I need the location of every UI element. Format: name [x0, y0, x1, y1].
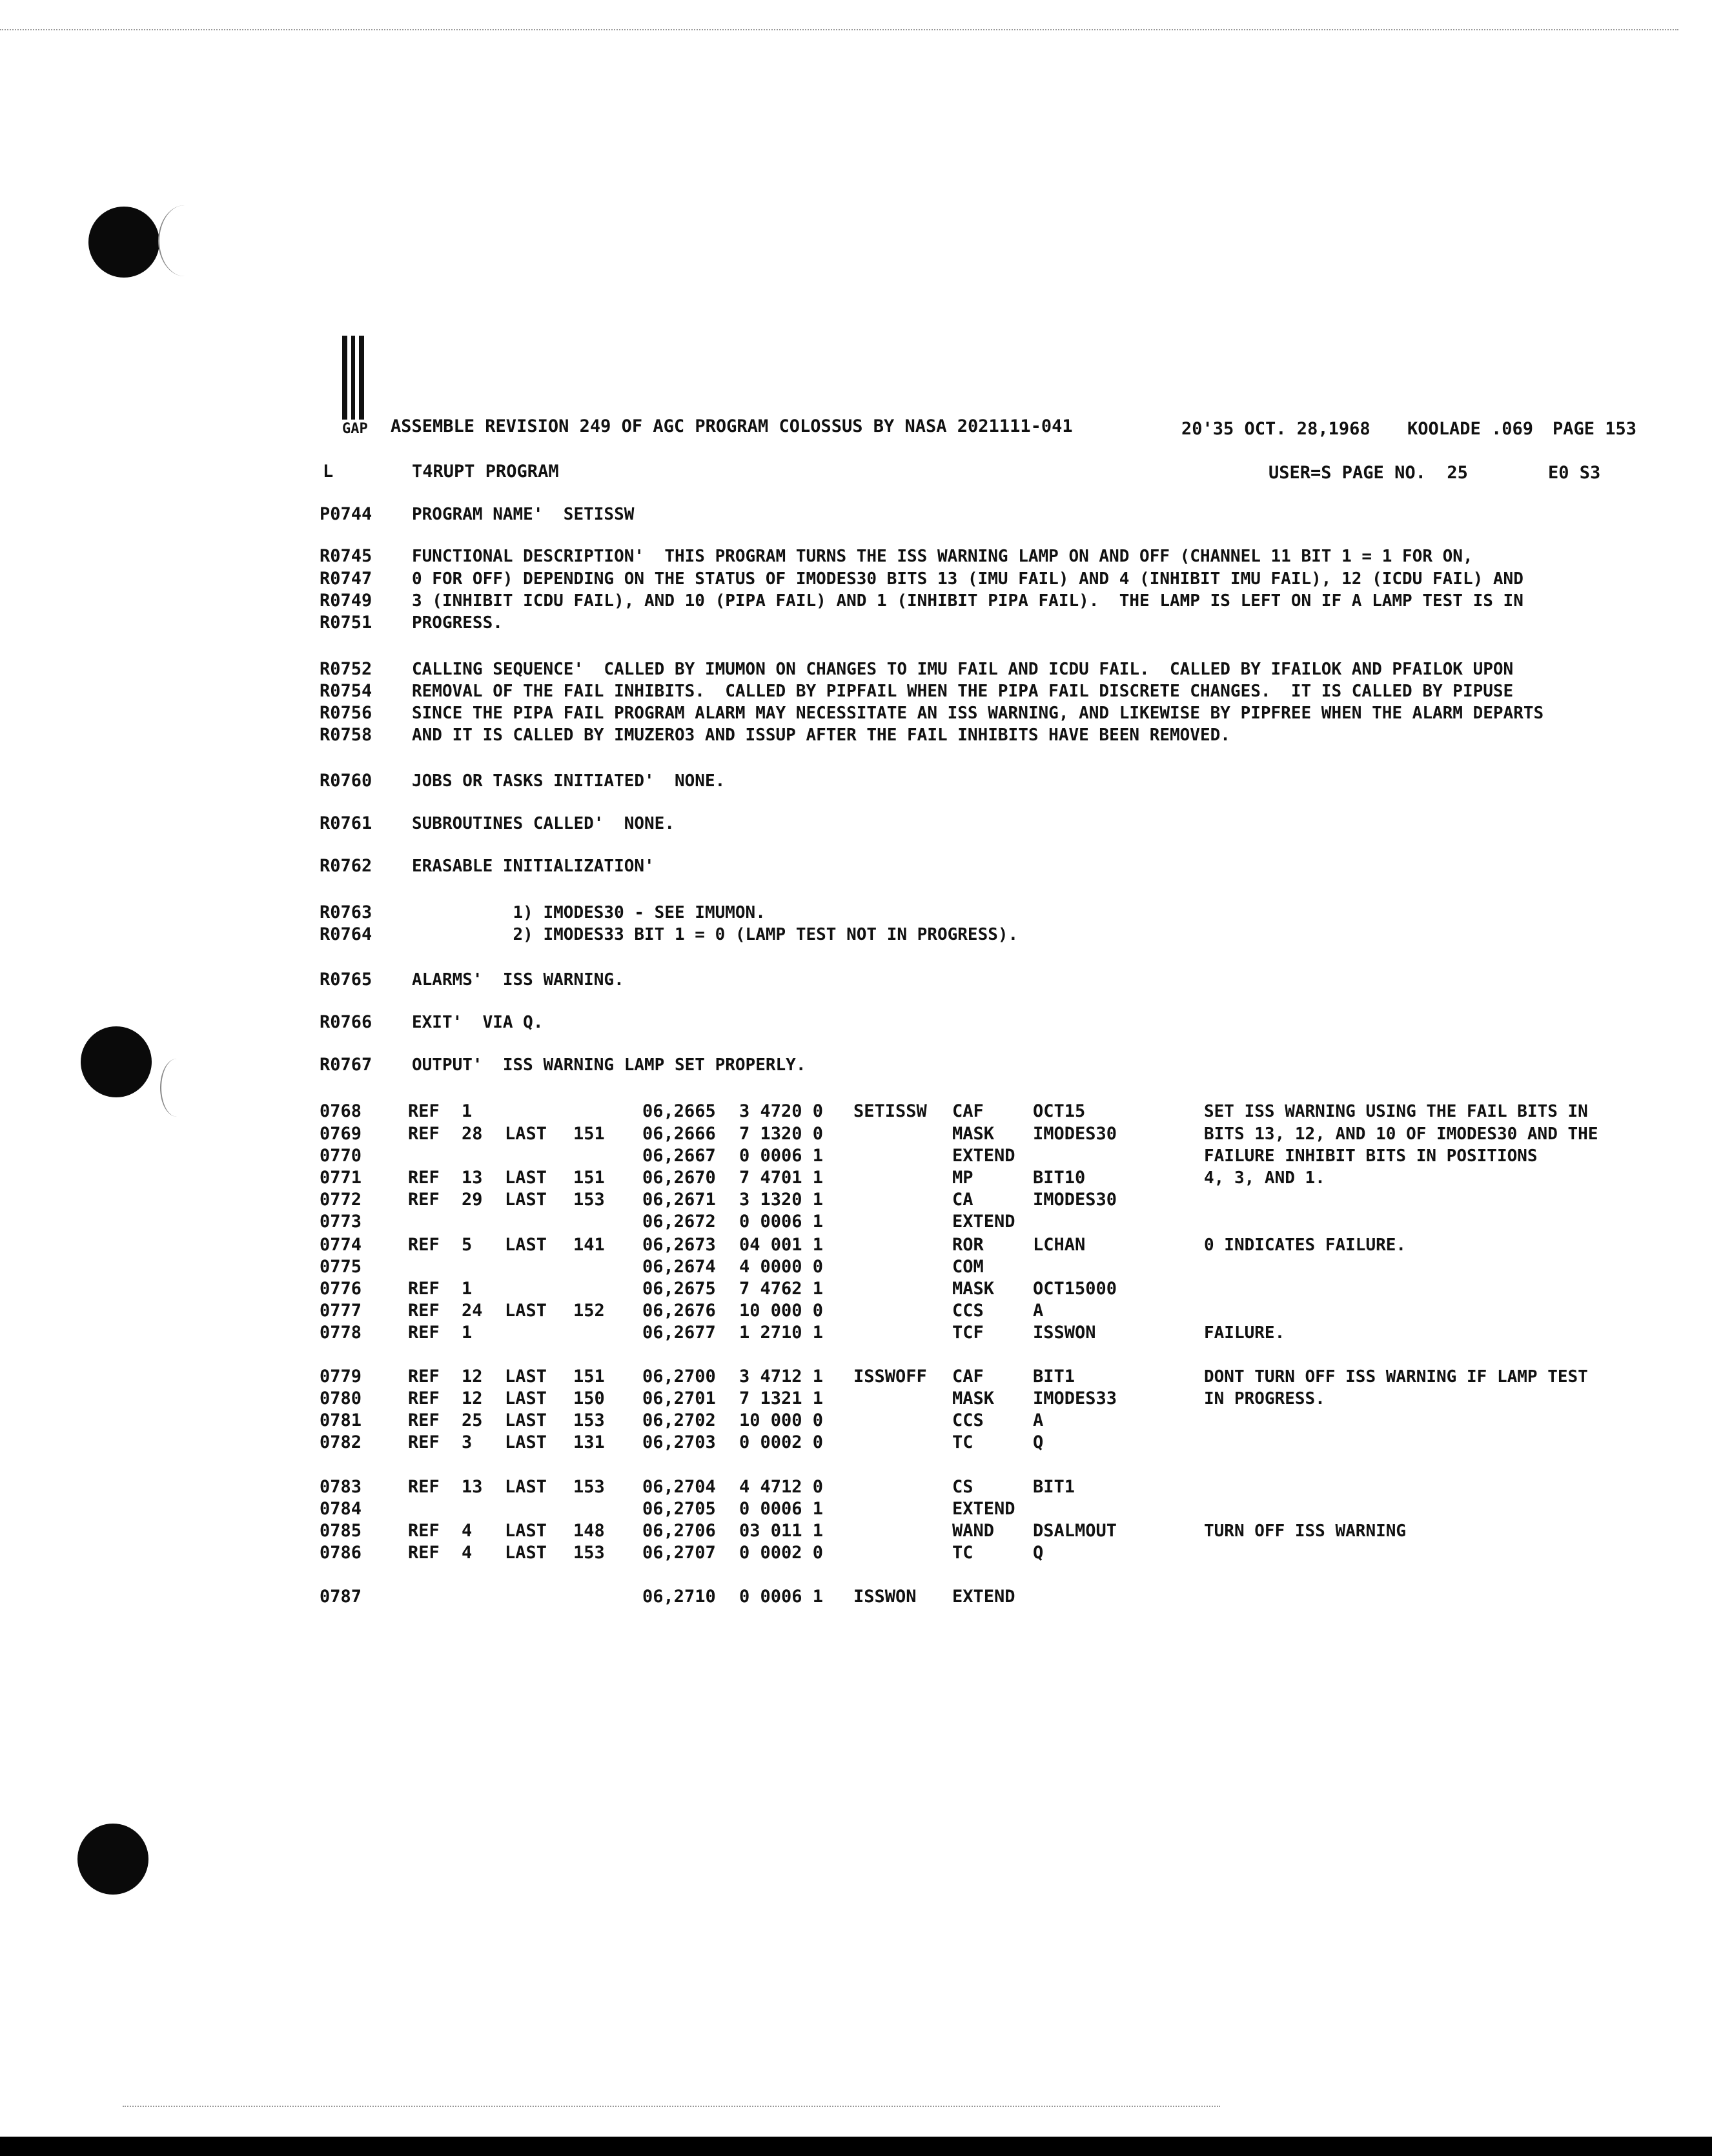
barcode-mark — [342, 336, 368, 420]
comment: 4, 3, AND 1. — [1204, 1168, 1325, 1188]
comment: FAILURE INHIBIT BITS IN POSITIONS — [1204, 1146, 1538, 1166]
line-number: 0771 — [320, 1168, 362, 1188]
line-number: 0785 — [320, 1521, 362, 1541]
subheader-l: L — [323, 462, 334, 482]
opcode: EXTEND — [952, 1499, 1015, 1519]
line-number: 0770 — [320, 1146, 362, 1166]
ref-label: REF — [408, 1235, 440, 1255]
punch-hole-ring-middle — [160, 1059, 194, 1117]
opcode: TCF — [952, 1323, 984, 1343]
ref-count: 5 — [462, 1235, 473, 1255]
octal-word: 3 4720 0 — [739, 1101, 824, 1121]
record-id: R0749 — [320, 591, 372, 611]
record-id: R0765 — [320, 970, 372, 990]
octal-word: 10 000 0 — [739, 1301, 824, 1321]
opcode: EXTEND — [952, 1212, 1015, 1232]
address: 06,2671 — [642, 1190, 716, 1210]
octal-word: 7 4701 1 — [739, 1168, 824, 1188]
line-number: 0775 — [320, 1257, 362, 1277]
octal-word: 10 000 0 — [739, 1410, 824, 1430]
ref-label: REF — [408, 1168, 440, 1188]
ref-count: 28 — [462, 1124, 483, 1144]
operand: DSALMOUT — [1033, 1521, 1117, 1541]
ref-count: 13 — [462, 1477, 483, 1497]
ref-label: REF — [408, 1543, 440, 1563]
opcode: CAF — [952, 1367, 984, 1387]
comment: IN PROGRESS. — [1204, 1389, 1325, 1409]
address: 06,2666 — [642, 1124, 716, 1144]
octal-word: 7 4762 1 — [739, 1279, 824, 1299]
opcode: CAF — [952, 1101, 984, 1121]
ref-count: 13 — [462, 1168, 483, 1188]
last-page: 153 — [573, 1477, 605, 1497]
address: 06,2706 — [642, 1521, 716, 1541]
scan-artifact-top — [0, 29, 1678, 30]
last-page: 153 — [573, 1543, 605, 1563]
punch-hole-ring-top — [158, 205, 211, 276]
line-number: 0782 — [320, 1432, 362, 1452]
address: 06,2675 — [642, 1279, 716, 1299]
line-number: 0786 — [320, 1543, 362, 1563]
octal-word: 0 0006 1 — [739, 1587, 824, 1607]
comment: FAILURE. — [1204, 1323, 1285, 1343]
ref-count: 1 — [462, 1101, 473, 1121]
line-number: 0779 — [320, 1367, 362, 1387]
comment: SET ISS WARNING USING THE FAIL BITS IN — [1204, 1102, 1588, 1121]
ref-count: 4 — [462, 1543, 473, 1563]
code-label: SETISSW — [853, 1101, 927, 1121]
description-text: AND IT IS CALLED BY IMUZERO3 AND ISSUP AFTER THE FAIL INHIBITS HAVE BEEN REMOVED. — [412, 726, 1230, 745]
last-page: 151 — [573, 1124, 605, 1144]
address: 06,2677 — [642, 1323, 716, 1343]
operand: IMODES30 — [1033, 1124, 1117, 1144]
record-id: R0760 — [320, 771, 372, 791]
octal-word: 04 001 1 — [739, 1235, 824, 1255]
ref-count: 4 — [462, 1521, 473, 1541]
octal-word: 03 011 1 — [739, 1521, 824, 1541]
opcode: TC — [952, 1432, 973, 1452]
opcode: ROR — [952, 1235, 984, 1255]
record-id: R0762 — [320, 856, 372, 876]
description-text: PROGRAM NAME' SETISSW — [412, 505, 635, 524]
address: 06,2665 — [642, 1101, 716, 1121]
record-id: R0747 — [320, 569, 372, 589]
ref-label: REF — [408, 1367, 440, 1387]
gap-label: GAP — [342, 421, 368, 437]
octal-word: 3 4712 1 — [739, 1367, 824, 1387]
last-page: 151 — [573, 1367, 605, 1387]
ref-count: 29 — [462, 1190, 483, 1210]
ref-label: REF — [408, 1477, 440, 1497]
ref-count: 1 — [462, 1323, 473, 1343]
ref-label: REF — [408, 1101, 440, 1121]
last-label: LAST — [505, 1521, 547, 1541]
line-number: 0769 — [320, 1124, 362, 1144]
opcode: CCS — [952, 1410, 984, 1430]
address: 06,2700 — [642, 1367, 716, 1387]
line-number: 0776 — [320, 1279, 362, 1299]
octal-word: 4 4712 0 — [739, 1477, 824, 1497]
opcode: COM — [952, 1257, 984, 1277]
ref-count: 25 — [462, 1410, 483, 1430]
last-page: 153 — [573, 1410, 605, 1430]
description-text: PROGRESS. — [412, 613, 503, 633]
operand: IMODES30 — [1033, 1190, 1117, 1210]
address: 06,2701 — [642, 1388, 716, 1409]
octal-word: 0 0002 0 — [739, 1543, 824, 1563]
octal-word: 7 1321 1 — [739, 1388, 824, 1409]
ref-count: 12 — [462, 1388, 483, 1409]
description-text: 2) IMODES33 BIT 1 = 0 (LAMP TEST NOT IN PROGRESS). — [412, 925, 1019, 944]
ref-count: 24 — [462, 1301, 483, 1321]
line-number: 0768 — [320, 1101, 362, 1121]
record-id: R0761 — [320, 813, 372, 833]
last-label: LAST — [505, 1190, 547, 1210]
punch-hole-bottom — [77, 1824, 148, 1895]
punch-hole-middle — [81, 1026, 152, 1097]
last-label: LAST — [505, 1301, 547, 1321]
last-page: 150 — [573, 1388, 605, 1409]
opcode: WAND — [952, 1521, 995, 1541]
ref-label: REF — [408, 1521, 440, 1541]
description-text: 3 (INHIBIT ICDU FAIL), AND 10 (PIPA FAIL) AND 1 (INHIBIT PIPA FAIL). THE LAMP IS LEFT ON IF A LAMP TEST IS IN — [412, 591, 1523, 611]
ref-count: 12 — [462, 1367, 483, 1387]
last-label: LAST — [505, 1168, 547, 1188]
ref-label: REF — [408, 1432, 440, 1452]
subheader-users-page: USER=S PAGE NO. 25 — [1269, 463, 1468, 483]
ref-label: REF — [408, 1279, 440, 1299]
ref-label: REF — [408, 1190, 440, 1210]
opcode: MASK — [952, 1388, 995, 1409]
operand: OCT15 — [1033, 1101, 1086, 1121]
description-text: JOBS OR TASKS INITIATED' NONE. — [412, 771, 726, 791]
opcode: EXTEND — [952, 1146, 1015, 1166]
last-page: 141 — [573, 1235, 605, 1255]
operand: BIT10 — [1033, 1168, 1086, 1188]
ref-count: 3 — [462, 1432, 473, 1452]
line-number: 0781 — [320, 1410, 362, 1430]
comment: DONT TURN OFF ISS WARNING IF LAMP TEST — [1204, 1367, 1588, 1387]
record-id: R0767 — [320, 1055, 372, 1075]
ref-count: 1 — [462, 1279, 473, 1299]
ref-label: REF — [408, 1388, 440, 1409]
line-number: 0774 — [320, 1235, 362, 1255]
operand: Q — [1033, 1543, 1044, 1563]
octal-word: 0 0002 0 — [739, 1432, 824, 1452]
octal-word: 0 0006 1 — [739, 1212, 824, 1232]
address: 06,2704 — [642, 1477, 716, 1497]
opcode: MASK — [952, 1279, 995, 1299]
last-page: 131 — [573, 1432, 605, 1452]
header-koolade: KOOLADE .069 — [1407, 419, 1534, 439]
description-text: FUNCTIONAL DESCRIPTION' THIS PROGRAM TURNS THE ISS WARNING LAMP ON AND OFF (CHANNEL 11 BIT 1 = 1 FOR ON, — [412, 547, 1473, 566]
line-number: 0773 — [320, 1212, 362, 1232]
last-label: LAST — [505, 1543, 547, 1563]
line-number: 0777 — [320, 1301, 362, 1321]
octal-word: 4 0000 0 — [739, 1257, 824, 1277]
record-id: R0754 — [320, 681, 372, 701]
opcode: CS — [952, 1477, 973, 1497]
description-text: CALLING SEQUENCE' CALLED BY IMUMON ON CHANGES TO IMU FAIL AND ICDU FAIL. CALLED BY IFAILOK AND PFAILOK UPON — [412, 660, 1514, 679]
last-label: LAST — [505, 1235, 547, 1255]
subheader-code: E0 S3 — [1548, 463, 1601, 483]
description-text: EXIT' VIA Q. — [412, 1013, 544, 1032]
operand: BIT1 — [1033, 1367, 1075, 1387]
address: 06,2670 — [642, 1168, 716, 1188]
last-label: LAST — [505, 1388, 547, 1409]
address: 06,2710 — [642, 1587, 716, 1607]
operand: LCHAN — [1033, 1235, 1086, 1255]
address: 06,2673 — [642, 1235, 716, 1255]
opcode: MASK — [952, 1124, 995, 1144]
octal-word: 0 0006 1 — [739, 1146, 824, 1166]
last-page: 148 — [573, 1521, 605, 1541]
line-number: 0784 — [320, 1499, 362, 1519]
record-id: R0763 — [320, 902, 372, 922]
address: 06,2672 — [642, 1212, 716, 1232]
code-label: ISSWOFF — [853, 1367, 927, 1387]
last-label: LAST — [505, 1124, 547, 1144]
record-id: P0744 — [320, 504, 372, 524]
operand: Q — [1033, 1432, 1044, 1452]
octal-word: 7 1320 0 — [739, 1124, 824, 1144]
comment: BITS 13, 12, AND 10 OF IMODES30 AND THE — [1204, 1124, 1598, 1144]
description-text: 0 FOR OFF) DEPENDING ON THE STATUS OF IMODES30 BITS 13 (IMU FAIL) AND 4 (INHIBIT IMU FAIL), 12 (ICDU FAIL) AND — [412, 569, 1523, 589]
line-number: 0778 — [320, 1323, 362, 1343]
ref-label: REF — [408, 1323, 440, 1343]
last-label: LAST — [505, 1477, 547, 1497]
octal-word: 1 2710 1 — [739, 1323, 824, 1343]
record-id: R0752 — [320, 659, 372, 679]
last-label: LAST — [505, 1410, 547, 1430]
operand: A — [1033, 1410, 1044, 1430]
record-id: R0766 — [320, 1012, 372, 1032]
record-id: R0756 — [320, 703, 372, 723]
opcode: EXTEND — [952, 1587, 1015, 1607]
address: 06,2705 — [642, 1499, 716, 1519]
address: 06,2707 — [642, 1543, 716, 1563]
line-number: 0780 — [320, 1388, 362, 1409]
header-line: ASSEMBLE REVISION 249 OF AGC PROGRAM COLOSSUS BY NASA 2021111-041 — [391, 416, 1073, 436]
header-page-number: PAGE 153 — [1553, 419, 1637, 439]
operand: A — [1033, 1301, 1044, 1321]
header-timestamp: 20'35 OCT. 28,1968 — [1181, 419, 1371, 439]
scan-artifact-bottom — [123, 2106, 1220, 2107]
last-label: LAST — [505, 1432, 547, 1452]
record-id: R0745 — [320, 546, 372, 566]
address: 06,2667 — [642, 1146, 716, 1166]
description-text: ERASABLE INITIALIZATION' — [412, 857, 655, 876]
line-number: 0783 — [320, 1477, 362, 1497]
octal-word: 0 0006 1 — [739, 1499, 824, 1519]
code-label: ISSWON — [853, 1587, 917, 1607]
punch-hole-top — [88, 207, 159, 278]
subheader-program: T4RUPT PROGRAM — [412, 462, 559, 482]
last-page: 151 — [573, 1168, 605, 1188]
operand: IMODES33 — [1033, 1388, 1117, 1409]
operand: ISSWON — [1033, 1323, 1096, 1343]
opcode: MP — [952, 1168, 973, 1188]
description-text: REMOVAL OF THE FAIL INHIBITS. CALLED BY PIPFAIL WHEN THE PIPA FAIL DISCRETE CHANGES. IT IS CALLED BY PIPUSE — [412, 682, 1514, 701]
last-label: LAST — [505, 1367, 547, 1387]
description-text: SUBROUTINES CALLED' NONE. — [412, 814, 675, 833]
operand: BIT1 — [1033, 1477, 1075, 1497]
last-page: 152 — [573, 1301, 605, 1321]
address: 06,2702 — [642, 1410, 716, 1430]
comment: TURN OFF ISS WARNING — [1204, 1521, 1407, 1541]
opcode: TC — [952, 1543, 973, 1563]
ref-label: REF — [408, 1410, 440, 1430]
record-id: R0751 — [320, 613, 372, 633]
octal-word: 3 1320 1 — [739, 1190, 824, 1210]
record-id: R0764 — [320, 924, 372, 944]
comment: 0 INDICATES FAILURE. — [1204, 1236, 1407, 1255]
description-text: ALARMS' ISS WARNING. — [412, 970, 624, 990]
address: 06,2674 — [642, 1257, 716, 1277]
description-text: OUTPUT' ISS WARNING LAMP SET PROPERLY. — [412, 1055, 806, 1075]
line-number: 0787 — [320, 1587, 362, 1607]
record-id: R0758 — [320, 725, 372, 745]
address: 06,2703 — [642, 1432, 716, 1452]
address: 06,2676 — [642, 1301, 716, 1321]
last-page: 153 — [573, 1190, 605, 1210]
ref-label: REF — [408, 1301, 440, 1321]
line-number: 0772 — [320, 1190, 362, 1210]
operand: OCT15000 — [1033, 1279, 1117, 1299]
ref-label: REF — [408, 1124, 440, 1144]
opcode: CA — [952, 1190, 973, 1210]
description-text: 1) IMODES30 - SEE IMUMON. — [412, 903, 766, 922]
opcode: CCS — [952, 1301, 984, 1321]
description-text: SINCE THE PIPA FAIL PROGRAM ALARM MAY NECESSITATE AN ISS WARNING, AND LIKEWISE BY PIPFREE WHEN THE ALARM DEPARTS — [412, 704, 1544, 723]
